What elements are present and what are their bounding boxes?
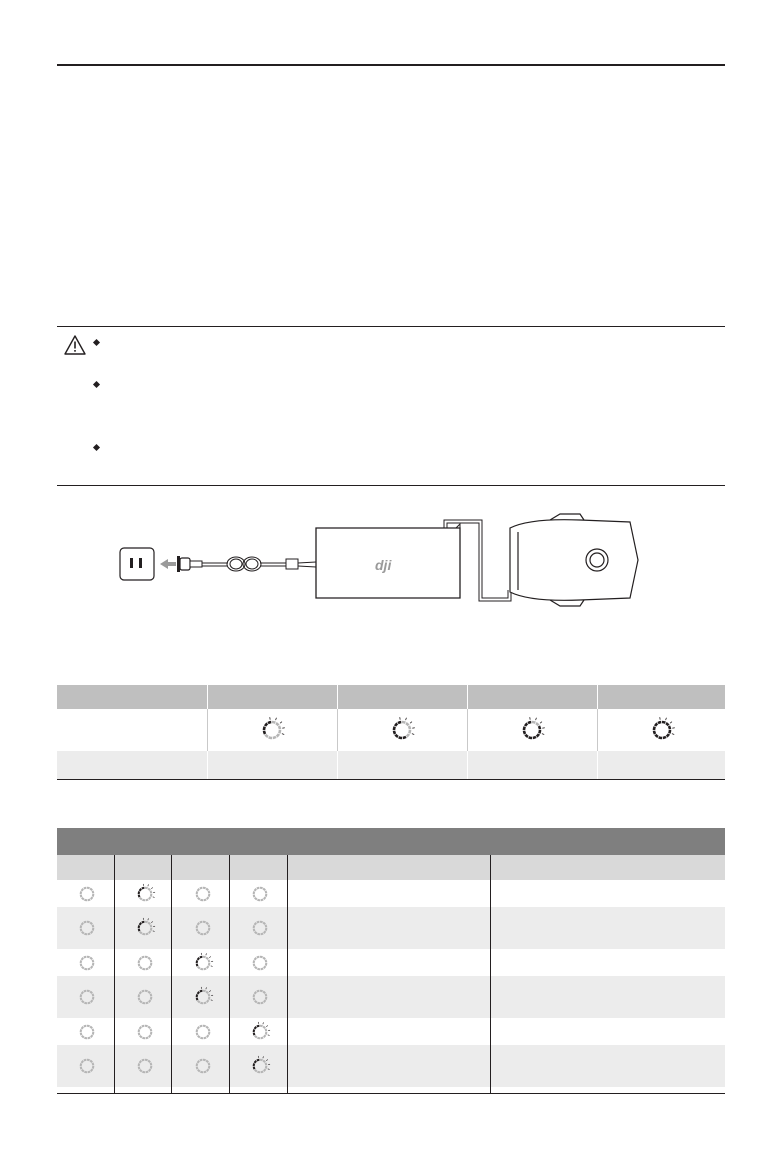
column-divider — [490, 855, 491, 1093]
led-off-icon — [192, 1055, 214, 1077]
led-off-icon — [249, 883, 271, 905]
led-off-icon — [249, 986, 271, 1008]
led-off-icon — [76, 1055, 98, 1077]
led-blinking-icon — [192, 952, 214, 974]
led-blinking-icon — [134, 917, 156, 939]
table-row — [57, 751, 725, 779]
led-status-table — [57, 828, 725, 1094]
led-off-icon — [76, 917, 98, 939]
charging-illustration — [110, 510, 640, 610]
table-row-stripe — [57, 976, 725, 1018]
warning-triangle-icon — [64, 335, 86, 355]
bullet-1 — [93, 339, 100, 346]
charge-indicator-icon — [518, 716, 546, 744]
dji-logo: dji — [375, 557, 392, 573]
column-divider — [287, 855, 288, 1093]
battery — [510, 514, 638, 606]
led-off-icon — [134, 952, 156, 974]
column-divider — [171, 855, 172, 1093]
led-off-icon — [134, 1055, 156, 1077]
ac-cable — [202, 557, 316, 571]
bullet-2 — [93, 381, 100, 388]
power-plug — [177, 556, 202, 572]
led-off-icon — [134, 986, 156, 1008]
column-divider — [229, 855, 230, 1093]
led-off-icon — [192, 1021, 214, 1043]
led-off-icon — [134, 1021, 156, 1043]
top-rule — [57, 64, 725, 66]
led-off-icon — [76, 1021, 98, 1043]
table-row-stripe — [57, 907, 725, 949]
led-off-icon — [249, 917, 271, 939]
led-off-icon — [76, 883, 98, 905]
wall-outlet — [120, 548, 154, 580]
led-off-icon — [192, 883, 214, 905]
table-header — [57, 685, 725, 709]
table-title-bar — [57, 828, 725, 855]
led-off-icon — [76, 986, 98, 1008]
charger — [316, 524, 460, 598]
charge-indicator-icon — [388, 716, 416, 744]
led-blinking-icon — [192, 986, 214, 1008]
table-subheader — [57, 855, 725, 880]
led-blinking-icon — [249, 1055, 271, 1077]
charge-indicator-icon — [258, 716, 286, 744]
plug-arrow — [160, 559, 176, 569]
warning-box — [57, 326, 725, 486]
led-off-icon — [249, 952, 271, 974]
table-row-stripe — [57, 1045, 725, 1087]
column-divider — [114, 855, 115, 1093]
charge-indicator-icon — [648, 716, 676, 744]
bullet-3 — [93, 444, 100, 451]
charge-level-table — [57, 685, 725, 780]
led-blinking-icon — [134, 883, 156, 905]
led-blinking-icon — [249, 1021, 271, 1043]
led-off-icon — [76, 952, 98, 974]
led-off-icon — [192, 917, 214, 939]
